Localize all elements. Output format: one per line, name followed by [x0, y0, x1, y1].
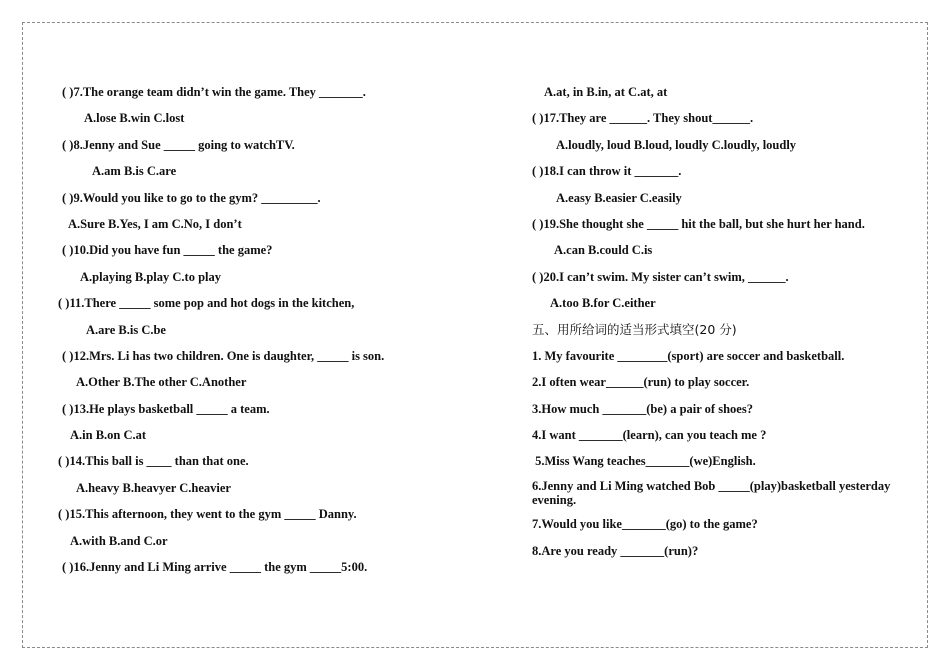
question-line: ( )18.I can throw it _______. [532, 164, 682, 179]
options-13: A.in B.on C.at [70, 428, 147, 443]
question-14: ( )14.This ball is ____ than that one. [58, 454, 249, 469]
options-14: A.heavy B.heavyer C.heavier [76, 480, 231, 495]
question-9: ( )9.Would you like to go to the gym? _________. [62, 190, 321, 205]
options-7: A.lose B.win C.lost [84, 111, 185, 126]
fill-item: 2.I often wear______(run) to play soccer. [532, 375, 750, 390]
question-12: ( )12.Mrs. Li has two children. One is daughter, _____ is son. [62, 348, 385, 363]
options-line: A.at, in B.in, at C.at, at [544, 85, 668, 99]
question-13: ( )13.He plays basketball _____ a team. [62, 401, 270, 416]
fill-item: 4.I want _______(learn), can you teach me ? [532, 428, 767, 443]
fill-item: 8.Are you ready _______(run)? [532, 543, 699, 558]
question-line: ( )20.I can’t swim. My sister can’t swim, ______. [532, 269, 789, 284]
question-15: ( )15.This afternoon, they went to the gym _____ Danny. [58, 507, 357, 522]
options-9: A.Sure B.Yes, I am C.No, I don’t [68, 216, 242, 231]
question-line: ( )19.She thought she _____ hit the ball, but she hurt her hand. [532, 216, 865, 231]
question-8: ( )8.Jenny and Sue _____ going to watchTV. [62, 137, 295, 152]
options-8: A.am B.is C.are [92, 164, 177, 179]
options-10: A.playing B.play C.to play [80, 269, 222, 284]
question-7: ( )7.The orange team didn’t win the game. They _______. [62, 85, 366, 99]
fill-item: 3.How much _______(be) a pair of shoes? [532, 401, 753, 416]
question-10: ( )10.Did you have fun _____ the game? [62, 243, 273, 258]
options-line: A.easy B.easier C.easily [556, 190, 682, 205]
fill-item: 7.Would you like_______(go) to the game? [532, 517, 758, 532]
question-11: ( )11.There _____ some pop and hot dogs in the kitchen, [58, 296, 355, 311]
options-11: A.are B.is C.be [86, 322, 166, 337]
options-line: A.can B.could C.is [554, 243, 653, 258]
options-15: A.with B.and C.or [70, 533, 168, 548]
question-16: ( )16.Jenny and Li Ming arrive _____ the gym _____5:00. [62, 560, 368, 575]
fill-item: 1. My favourite ________(sport) are soccer and basketball. [532, 348, 845, 363]
fill-item: 6.Jenny and Li Ming watched Bob _____(play)basketball yesterday evening. [532, 478, 891, 507]
options-line: A.loudly, loud B.loud, loudly C.loudly, loudly [556, 137, 797, 152]
section-heading: 五、用所给词的适当形式填空(20 分) [532, 321, 737, 337]
options-12: A.Other B.The other C.Another [76, 375, 247, 390]
right-column [532, 83, 902, 568]
left-column [58, 83, 458, 584]
question-line: ( )17.They are ______. They shout______. [532, 111, 754, 126]
options-line: A.too B.for C.either [550, 296, 656, 311]
fill-item: 5.Miss Wang teaches_______(we)English. [532, 454, 756, 469]
